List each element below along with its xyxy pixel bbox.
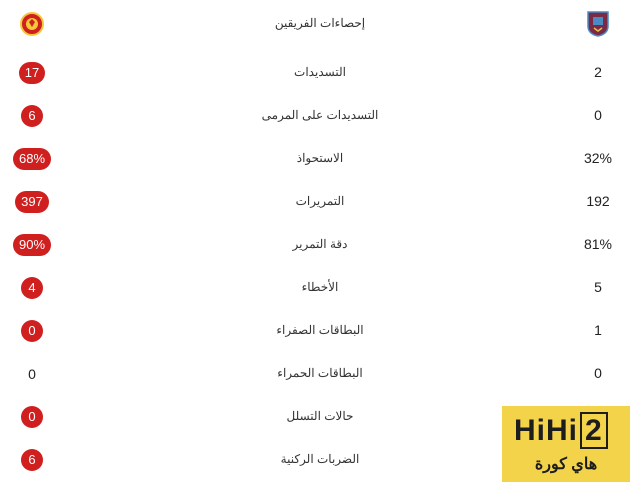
stat-label: التمريرات [295,194,345,208]
home-value-badge: 0 [21,320,43,342]
stats-header [0,2,640,45]
home-value-badge: 397 [15,191,49,213]
stat-label: دقة التمرير [292,237,348,251]
stat-row-yellow-cards [0,309,640,352]
watermark-subtitle: هاي كورة [534,456,598,473]
away-value: 2 [594,64,602,80]
stat-label: الاستحواذ [296,151,344,165]
watermark-brand-number: 2 [580,412,608,449]
away-value: 0 [594,107,602,123]
stat-row-possession [0,137,640,180]
manchester-united-crest-icon [20,12,44,36]
watermark-brand: HiHi [514,414,578,447]
stat-label: البطاقات الصفراء [276,323,364,337]
stat-row-pass-accuracy [0,223,640,266]
away-value: 192 [586,193,610,209]
away-value: 0 [594,365,602,381]
home-value: 0 [28,365,36,382]
home-value-badge: 17 [19,62,45,84]
stat-row-passes [0,180,640,223]
away-team-crest [560,2,636,45]
away-value: 5 [594,279,602,295]
stat-label: حالات التسلل [286,409,354,423]
stat-row-shots-on-target [0,94,640,137]
home-value-badge: 6 [21,449,43,471]
home-team-crest [0,2,64,45]
watermark-logo [514,414,608,448]
hihi2-watermark [502,406,630,482]
away-value: 1 [594,322,602,338]
home-value-badge: 6 [21,105,43,127]
burnley-crest-icon [587,11,609,37]
away-value: 81% [583,236,613,252]
stat-label: التسديدات على المرمى [261,108,379,122]
home-value-badge: 68% [13,148,51,170]
stat-label: التسديدات [294,65,346,79]
home-value-badge: 4 [21,277,43,299]
away-value: 32% [583,150,613,166]
stat-row-shots [0,51,640,94]
home-value-badge: 90% [13,234,51,256]
stat-label: الضربات الركنية [280,452,360,466]
home-value-badge: 0 [21,406,43,428]
page-title: إحصاءات الفريقين [274,16,366,30]
stat-label: الأخطاء [301,280,339,294]
stat-row-fouls [0,266,640,309]
stat-label: البطاقات الحمراء [277,366,363,380]
stat-row-red-cards [0,352,640,395]
